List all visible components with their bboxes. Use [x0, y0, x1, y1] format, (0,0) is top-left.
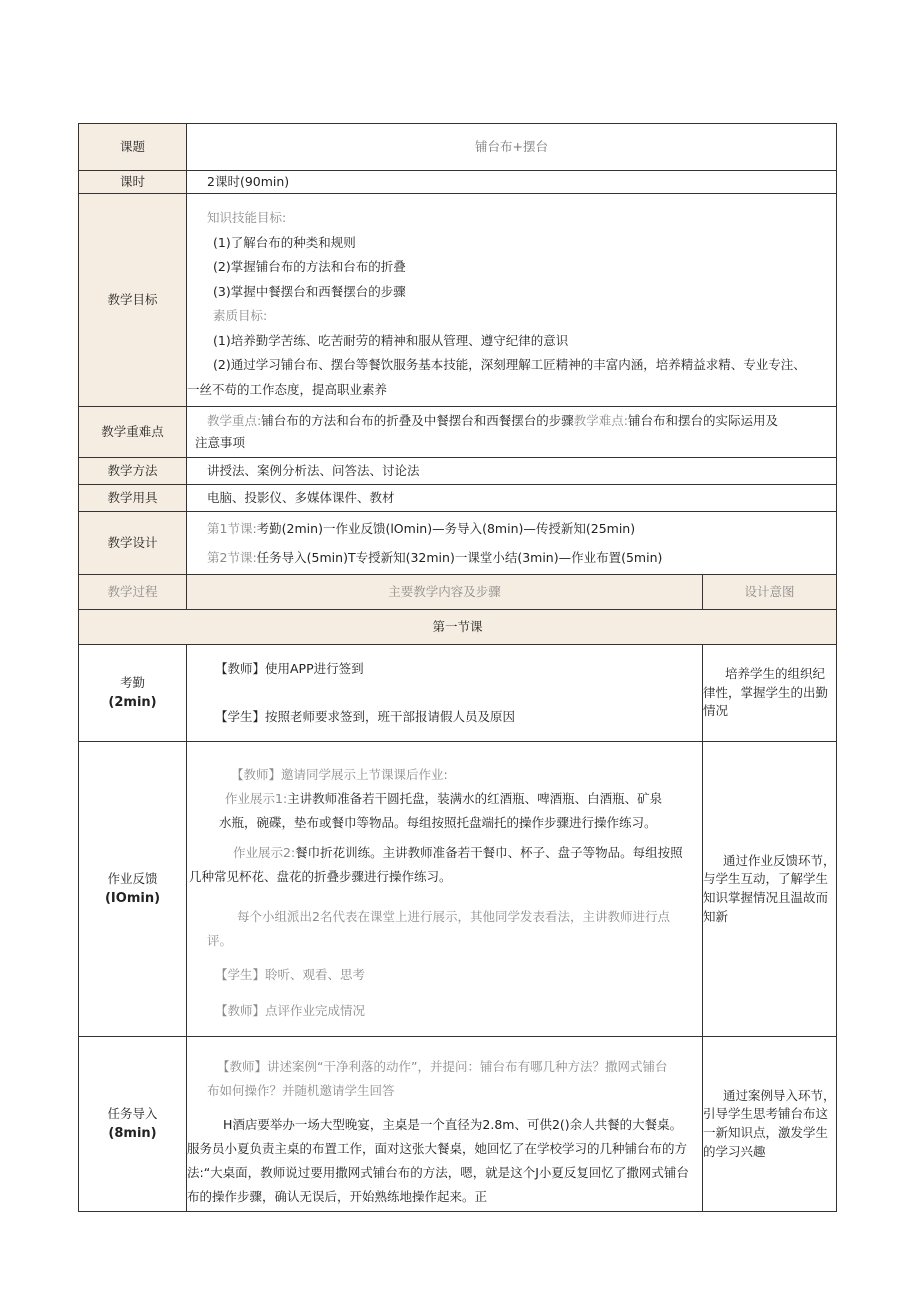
step-line: 每个小组派出2名代表在课堂上进行展示，其他同学发表看法，主讲教师进行点 — [237, 909, 670, 924]
topic-label: 课题 — [79, 124, 187, 171]
step-label-task — [79, 1037, 187, 1212]
design-title: 第1节课: — [207, 521, 257, 536]
method-label: 教学方法 — [79, 458, 187, 485]
hours-value: 2课时(90min) — [187, 171, 837, 194]
step-line: 【教师】使用APP进行签到 — [215, 661, 364, 676]
difficulty-text-cont: 注意事项 — [195, 435, 246, 450]
knowledge-item: (3)掌握中餐摆台和西餐摆台的步骤 — [213, 283, 406, 299]
step-line: 【教师】讲述案例“干净利落的动作”，并提问：铺台布有哪几种方法？撒网式铺台 — [217, 1059, 668, 1074]
knowledge-item: (2)掌握铺台布的方法和台布的折叠 — [213, 259, 406, 274]
show-title: 作业展示2: — [233, 845, 296, 860]
step-label-attendance — [79, 645, 187, 742]
difficulty-text: 铺台布和摆台的实际运用及 — [627, 413, 778, 428]
step-intent: 培养学生的组织纪律性，掌握学生的出勤情况 — [703, 645, 837, 742]
row-topic — [79, 124, 837, 171]
step-intent: 通过作业反馈环节，与学生互动，了解学生知识掌握情况且温故而知新 — [703, 742, 837, 1037]
step-line: 【教师】点评作业完成情况 — [215, 1003, 366, 1018]
step-line: 主讲教师准备若干圆托盘，装满水的红酒瓶、啤酒瓶、白酒瓶、矿泉 — [287, 791, 663, 806]
quality-item: (1)培养勤学苦练、吃苦耐劳的精神和服从管理、遵守纪律的意识 — [213, 332, 569, 348]
step-intent: 通过案例导入环节，引导学生思考铺台布这一新知识点，激发学生的学习兴趣 — [703, 1037, 837, 1212]
table-row — [79, 1037, 837, 1212]
step-time: (IOmin) — [104, 890, 161, 906]
table-row — [79, 742, 837, 1037]
step-label-homework — [79, 742, 187, 1037]
knowledge-item: (1)了解台布的种类和规则 — [213, 234, 356, 250]
step-content-task — [187, 1037, 703, 1212]
header-intent: 设计意图 — [703, 575, 837, 610]
header-process: 教学过程 — [79, 575, 187, 610]
focus-title: 教学重点: — [207, 413, 262, 428]
show-title: 作业展示1: — [225, 791, 288, 806]
step-content-homework — [187, 742, 703, 1037]
design-text: 任务导入(5min)T专授新知(32min)一课堂小结(3min)—作业布置(5min) — [256, 550, 663, 565]
key-content — [187, 407, 837, 458]
row-key-points — [79, 407, 837, 458]
tools-label: 教学用具 — [79, 485, 187, 512]
step-line: 水瓶，碗碟，垫布或餐巾等物品。每组按照托盘端托的操作步骤进行操作练习。 — [219, 815, 657, 830]
step-line: 服务员小夏负责主桌的布置工作，面对这张大餐桌，她回忆了在学校学习的几种铺台布的方法:“大桌面，教师说过要用撒网式铺台布的方法，嗯，就是这个J小夏反复回忆了撒网式铺台布的操作步骤，确认无误后，开始熟练地操作起来。正 — [187, 1141, 689, 1204]
process-header-row — [79, 575, 837, 610]
row-goals — [79, 194, 837, 407]
difficulty-title: 教学难点: — [573, 413, 628, 428]
step-name: 任务导入 — [107, 1105, 158, 1121]
method-value: 讲授法、案例分析法、问答法、讨论法 — [187, 458, 837, 485]
focus-text: 铺台布的方法和台布的折叠及中餐摆台和西餐摆台的步骤 — [261, 413, 574, 428]
step-line: 餐巾折花训练。主讲教师准备若干餐巾、杯子、盘子等物品。每组按照 — [295, 845, 683, 860]
tools-value: 电脑、投影仪、多媒体课件、教材 — [187, 485, 837, 512]
step-name: 作业反馈 — [107, 870, 158, 886]
step-line: 布如何操作？并随机邀请学生回答 — [207, 1083, 395, 1098]
section-title: 第一节课 — [79, 610, 837, 645]
step-line: 【学生】按照老师要求签到，班干部报请假人员及原因 — [215, 709, 516, 724]
step-time: (8min) — [108, 1125, 157, 1141]
table-row — [79, 645, 837, 742]
lesson-plan-table — [78, 123, 837, 1212]
step-line: 【教师】邀请同学展示上节课课后作业: — [231, 767, 448, 782]
row-hours — [79, 171, 837, 194]
header-content: 主要教学内容及步骤 — [187, 575, 703, 610]
design-title: 第2节课: — [207, 550, 257, 565]
step-content-attendance — [187, 645, 703, 742]
hours-label: 课时 — [79, 171, 187, 194]
goals-content — [187, 194, 837, 407]
row-design — [79, 512, 837, 575]
design-content — [187, 512, 837, 575]
step-line: H酒店要举办一场大型晚宴，主桌是一个直径为2.8m、可供2()余人共餐的大餐桌。 — [223, 1117, 683, 1132]
knowledge-title: 知识技能目标: — [207, 210, 287, 225]
lesson-title: 铺台布+摆台 — [187, 124, 837, 171]
key-label: 教学重难点 — [79, 407, 187, 458]
quality-item: (2)通过学习铺台布、摆台等餐饮服务基本技能，深刻理解工匠精神的丰富内涵，培养精益求精、专业专注、 — [213, 357, 806, 372]
design-text: 考勤(2min)一作业反馈(lOmin)—务导入(8min)—传授新知(25min) — [256, 521, 636, 536]
step-name: 考勤 — [119, 674, 145, 690]
step-line: 评。 — [207, 933, 233, 948]
quality-item: 一丝不苟的工作态度，提高职业素养 — [187, 381, 388, 397]
row-tools — [79, 485, 837, 512]
step-line: 【学生】聆听、观看、思考 — [215, 967, 366, 982]
design-label: 教学设计 — [79, 512, 187, 575]
section-row — [79, 610, 837, 645]
step-time: (2min) — [108, 694, 157, 710]
goals-label: 教学目标 — [79, 194, 187, 407]
step-line: 几种常见杯花、盘花的折叠步骤进行操作练习。 — [189, 869, 452, 884]
quality-title: 素质目标: — [213, 308, 268, 323]
row-method — [79, 458, 837, 485]
